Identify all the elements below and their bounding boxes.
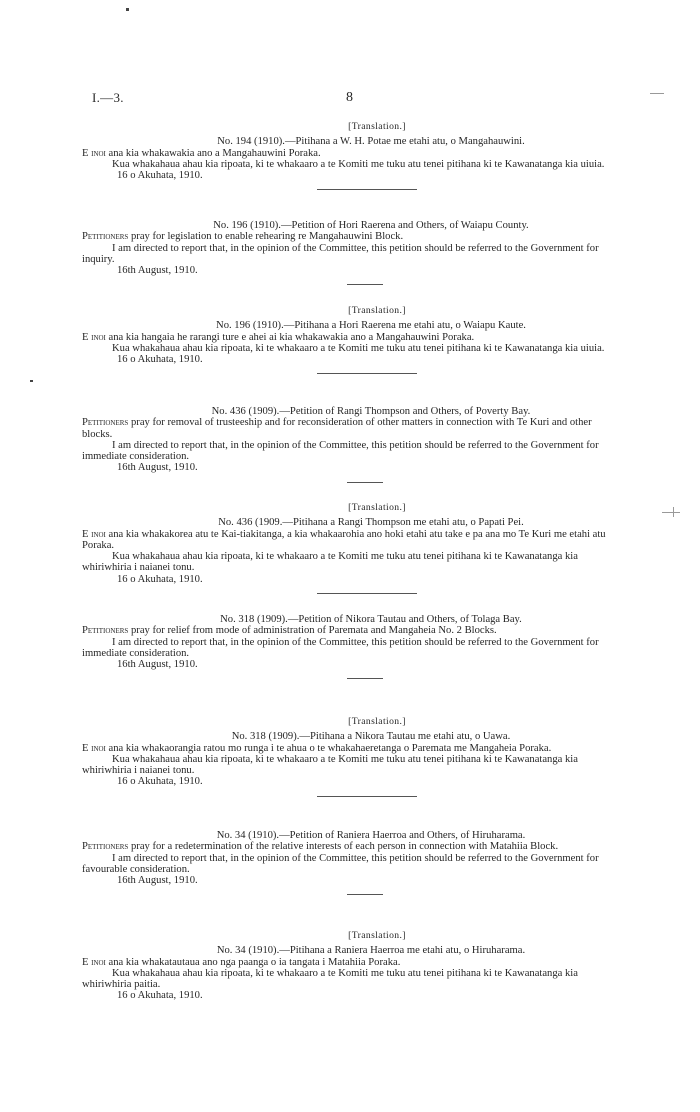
report-date: 16 o Akuhata, 1910.	[117, 990, 203, 1002]
petition-section	[82, 121, 612, 202]
document-reference: I.—3.	[92, 90, 124, 105]
petition-prayer	[82, 417, 612, 440]
petition-prayer	[82, 625, 612, 636]
prayer-lead: E inoi	[82, 528, 106, 540]
prayer-text: pray for relief from mode of administration of Paremata and Mangaheia No. 2 Blocks.	[128, 625, 497, 637]
report-date: 16 o Akuhata, 1910.	[117, 776, 203, 788]
translation-label: [Translation.]	[348, 305, 406, 316]
petition-section	[82, 220, 612, 297]
section-divider	[347, 482, 383, 483]
petition-section	[82, 502, 612, 606]
report-date: 16th August, 1910.	[117, 462, 198, 474]
translation-label: [Translation.]	[348, 121, 406, 132]
prayer-text: pray for removal of trusteeship and for reconsideration of other matters in connection with Te Kuri and other blocks.	[82, 417, 592, 440]
petition-section	[82, 830, 612, 907]
petition-prayer	[82, 231, 612, 242]
prayer-lead: Petitioners	[82, 417, 129, 429]
petition-title: No. 34 (1910).—Pitihana a Raniera Haerroa me etahi atu, o Hiruharama.	[216, 945, 526, 957]
section-divider	[317, 796, 417, 797]
petition-prayer	[82, 332, 612, 343]
prayer-lead: E inoi	[82, 147, 106, 159]
report-date: 16th August, 1910.	[117, 265, 198, 277]
report-date: 16th August, 1910.	[117, 875, 198, 887]
scan-speck	[662, 512, 680, 513]
scan-speck	[650, 93, 664, 94]
section-divider	[317, 373, 417, 374]
petition-section	[82, 930, 612, 1002]
committee-report: I am directed to report that, in the opinion of the Committee, this petition should be referred to the Government for favourable consideration.	[82, 852, 599, 875]
translation-label: [Translation.]	[348, 930, 406, 941]
committee-report: I am directed to report that, in the opinion of the Committee, this petition should be referred to the Government for inquiry.	[82, 242, 599, 265]
petition-title: No. 318 (1909).—Pitihana a Nikora Tautau me etahi atu, o Uawa.	[231, 731, 511, 743]
prayer-text: ana kia whakawakia ano a Mangahauwini Poraka.	[105, 147, 321, 159]
petition-title: No. 318 (1909).—Petition of Nikora Tautau and Others, of Tolaga Bay.	[220, 614, 522, 625]
prayer-text: ana kia whakatautaua ano nga paanga o ia tangata i Matahiia Poraka.	[105, 956, 401, 968]
petition-prayer	[82, 743, 612, 754]
petition-title: No. 436 (1909.—Pitihana a Rangi Thompson me etahi atu, o Papati Pei.	[218, 517, 524, 529]
petition-section	[82, 614, 612, 691]
petition-section	[82, 305, 612, 386]
section-divider	[347, 284, 383, 285]
prayer-lead: E inoi	[82, 956, 106, 968]
prayer-text: pray for a redetermination of the relative interests of each person in connection with Matahiia Block.	[128, 841, 559, 853]
committee-report: Kua whakahaua ahau kia ripoata, ki te whakaaro a te Komiti me tuku atu tenei pitihana ki te Kawanatanga kia uiuia.	[112, 342, 605, 354]
prayer-lead: Petitioners	[82, 841, 129, 853]
prayer-lead: E inoi	[82, 331, 106, 343]
scan-speck	[30, 380, 33, 382]
petition-section	[82, 406, 612, 495]
report-date: 16 o Akuhata, 1910.	[117, 170, 203, 182]
petition-title: No. 194 (1910).—Pitihana a W. H. Potae me etahi atu, o Mangahauwini.	[217, 136, 525, 148]
prayer-text: ana kia hangaia he rarangi ture e ahei ai kia whakawakia ano a Mangahauwini Poraka.	[105, 331, 475, 343]
section-divider	[347, 894, 383, 895]
scan-speck	[673, 507, 674, 517]
petition-title: No. 436 (1909).—Petition of Rangi Thompson and Others, of Poverty Bay.	[211, 406, 531, 417]
prayer-lead: Petitioners	[82, 625, 129, 637]
report-date: 16th August, 1910.	[117, 659, 198, 671]
committee-report: I am directed to report that, in the opinion of the Committee, this petition should be referred to the Government for immediate consideration.	[82, 636, 599, 659]
committee-report: Kua whakahaua ahau kia ripoata, ki te whakaaro a te Komiti me tuku atu tenei pitihana ki te Kawanatanga kia whiriwhiria paitia.	[82, 967, 578, 991]
translation-label: [Translation.]	[348, 716, 406, 727]
prayer-lead: E inoi	[82, 742, 106, 754]
petition-title: No. 34 (1910).—Petition of Raniera Haerroa and Others, of Hiruharama.	[216, 830, 526, 841]
committee-report: Kua whakahaua ahau kia ripoata, ki te whakaaro a te Komiti me tuku atu tenei pitihana ki te Kawanatanga kia whiriwhiria i naianei tonu.	[82, 551, 578, 574]
section-divider	[317, 593, 417, 594]
translation-label: [Translation.]	[348, 502, 406, 513]
report-date: 16 o Akuhata, 1910.	[117, 573, 203, 585]
petition-prayer	[82, 529, 612, 552]
section-divider	[347, 678, 383, 679]
petition-title: No. 196 (1910).—Pitihana a Hori Raerena me etahi atu, o Waiapu Kaute.	[216, 320, 526, 332]
committee-report: I am directed to report that, in the opinion of the Committee, this petition should be referred to the Government for immediate consideration.	[82, 439, 599, 463]
committee-report: Kua whakahaua ahau kia ripoata, ki te whakaaro a te Komiti me tuku atu tenei pitihana ki te Kawanatanga kia whiriwhiria i naianei tonu.	[82, 753, 578, 777]
petition-prayer	[82, 957, 612, 968]
petition-section	[82, 716, 612, 809]
section-divider	[317, 189, 417, 190]
prayer-lead: Petitioners	[82, 231, 129, 243]
report-date: 16 o Akuhata, 1910.	[117, 354, 203, 366]
petition-prayer	[82, 841, 612, 852]
scan-speck	[126, 8, 129, 11]
prayer-text: ana kia whakaorangia ratou mo runga i te ahua o te whakahaeretanga o Paremata me Mangaheia Poraka.	[105, 742, 552, 754]
page-number: 8	[346, 90, 353, 105]
committee-report: Kua whakahaua ahau kia ripoata, ki te whakaaro a te Komiti me tuku atu tenei pitihana ki te Kawanatanga kia uiuia.	[112, 158, 605, 170]
petition-title: No. 196 (1910).—Petition of Hori Raerena and Others, of Waiapu County.	[213, 220, 529, 231]
prayer-text: ana kia whakakorea atu te Kai-tiakitanga, a kia whakaarohia ano hoki etahi atu take e pa ana mo Te Kuri me etahi atu Poraka.	[82, 528, 606, 551]
prayer-text: pray for legislation to enable rehearing re Mangahauwini Block.	[128, 231, 404, 243]
petition-prayer	[82, 148, 612, 159]
